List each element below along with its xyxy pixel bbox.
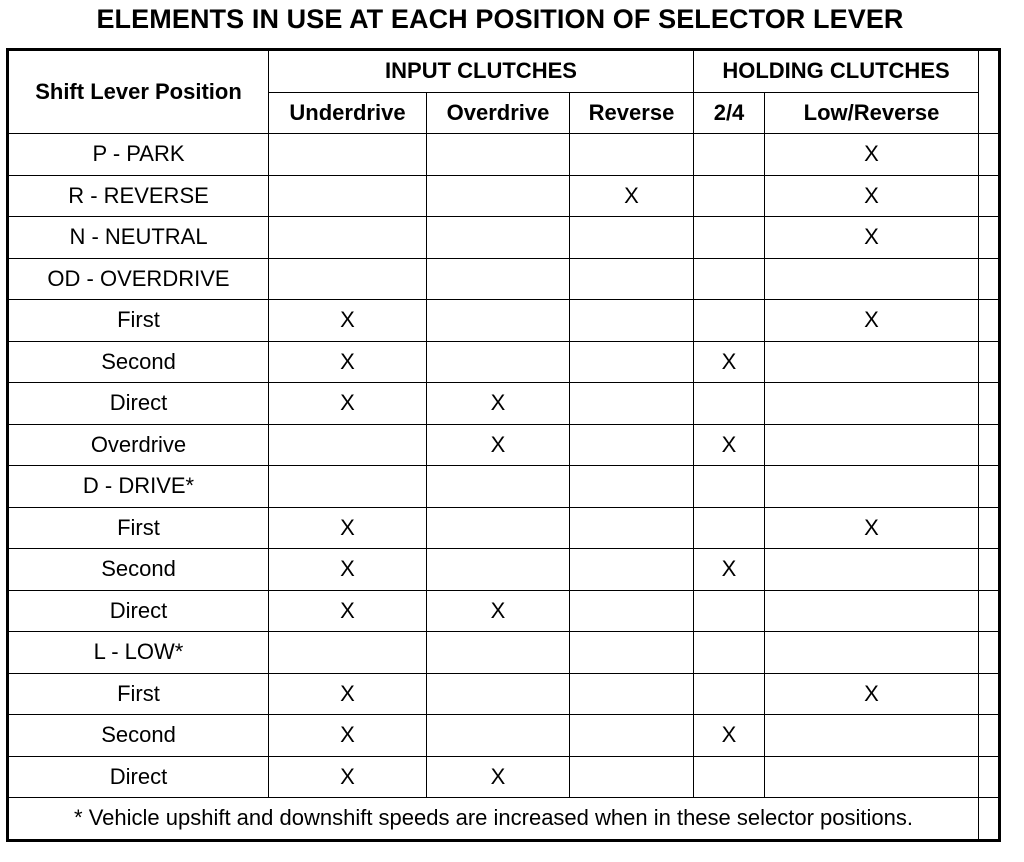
cell-reverse	[570, 549, 694, 591]
footnote-margin-cell	[979, 798, 1000, 841]
cell-low-reverse	[765, 424, 979, 466]
cell-2-4	[694, 300, 765, 342]
cell-underdrive	[269, 258, 427, 300]
cell-overdrive	[427, 300, 570, 342]
cell-2-4	[694, 756, 765, 798]
cell-low-reverse	[765, 341, 979, 383]
shift-lever-position-cell: First	[8, 507, 269, 549]
cell-reverse	[570, 632, 694, 674]
cell-low-reverse	[765, 756, 979, 798]
footnote-row	[8, 798, 1000, 841]
column-header-overdrive: Overdrive	[427, 92, 570, 134]
cell-low-reverse	[765, 632, 979, 674]
margin-cell	[979, 756, 1000, 798]
margin-cell	[979, 424, 1000, 466]
cell-2-4	[694, 466, 765, 508]
margin-cell	[979, 466, 1000, 508]
cell-underdrive: X	[269, 549, 427, 591]
cell-low-reverse	[765, 383, 979, 425]
cell-low-reverse: X	[765, 507, 979, 549]
margin-cell	[979, 383, 1000, 425]
cell-low-reverse	[765, 258, 979, 300]
cell-overdrive	[427, 715, 570, 757]
shift-lever-position-cell: P - PARK	[8, 134, 269, 176]
cell-overdrive: X	[427, 590, 570, 632]
table-row	[8, 466, 1000, 508]
shift-lever-position-cell: L - LOW*	[8, 632, 269, 674]
shift-lever-position-cell: Second	[8, 549, 269, 591]
cell-2-4	[694, 632, 765, 674]
margin-cell	[979, 341, 1000, 383]
shift-lever-position-cell: First	[8, 300, 269, 342]
shift-lever-position-cell: R - REVERSE	[8, 175, 269, 217]
cell-2-4	[694, 175, 765, 217]
table-row	[8, 424, 1000, 466]
cell-2-4: X	[694, 424, 765, 466]
cell-overdrive	[427, 175, 570, 217]
cell-reverse	[570, 507, 694, 549]
input-clutches-header: INPUT CLUTCHES	[269, 50, 694, 93]
cell-2-4	[694, 673, 765, 715]
margin-cell	[979, 507, 1000, 549]
margin-cell	[979, 258, 1000, 300]
cell-overdrive	[427, 673, 570, 715]
cell-reverse	[570, 673, 694, 715]
column-header-reverse: Reverse	[570, 92, 694, 134]
cell-2-4	[694, 383, 765, 425]
table-row	[8, 632, 1000, 674]
cell-underdrive: X	[269, 590, 427, 632]
shift-lever-position-cell: Direct	[8, 756, 269, 798]
table-row	[8, 383, 1000, 425]
table-row	[8, 590, 1000, 632]
cell-underdrive: X	[269, 383, 427, 425]
shift-lever-position-cell: Direct	[8, 383, 269, 425]
cell-reverse	[570, 341, 694, 383]
shift-lever-position-cell: D - DRIVE*	[8, 466, 269, 508]
cell-2-4	[694, 258, 765, 300]
cell-2-4: X	[694, 341, 765, 383]
cell-overdrive	[427, 549, 570, 591]
cell-underdrive	[269, 134, 427, 176]
cell-2-4: X	[694, 715, 765, 757]
cell-2-4	[694, 217, 765, 259]
blank-margin-column	[979, 50, 1000, 134]
cell-underdrive: X	[269, 673, 427, 715]
margin-cell	[979, 673, 1000, 715]
table-row	[8, 217, 1000, 259]
cell-overdrive	[427, 134, 570, 176]
shift-lever-position-cell: Second	[8, 715, 269, 757]
margin-cell	[979, 590, 1000, 632]
cell-low-reverse: X	[765, 300, 979, 342]
table-row	[8, 507, 1000, 549]
column-header-2-4: 2/4	[694, 92, 765, 134]
margin-cell	[979, 175, 1000, 217]
column-header-underdrive: Underdrive	[269, 92, 427, 134]
cell-underdrive	[269, 466, 427, 508]
cell-reverse	[570, 217, 694, 259]
table-row	[8, 756, 1000, 798]
group-header-row	[8, 50, 1000, 93]
cell-underdrive: X	[269, 341, 427, 383]
shift-lever-position-cell: Second	[8, 341, 269, 383]
shift-lever-position-header: Shift Lever Position	[8, 50, 269, 134]
cell-underdrive: X	[269, 715, 427, 757]
cell-reverse	[570, 134, 694, 176]
cell-overdrive: X	[427, 424, 570, 466]
table-row	[8, 673, 1000, 715]
cell-low-reverse	[765, 466, 979, 508]
cell-reverse	[570, 590, 694, 632]
table-row	[8, 715, 1000, 757]
cell-low-reverse: X	[765, 175, 979, 217]
table-row	[8, 175, 1000, 217]
cell-underdrive	[269, 632, 427, 674]
shift-lever-position-cell: OD - OVERDRIVE	[8, 258, 269, 300]
cell-2-4	[694, 590, 765, 632]
cell-low-reverse: X	[765, 134, 979, 176]
column-header-low-reverse: Low/Reverse	[765, 92, 979, 134]
cell-reverse: X	[570, 175, 694, 217]
cell-reverse	[570, 424, 694, 466]
footnote: * Vehicle upshift and downshift speeds are increased when in these selector positions.	[8, 798, 979, 841]
cell-2-4	[694, 134, 765, 176]
cell-underdrive: X	[269, 756, 427, 798]
table-body	[8, 134, 1000, 798]
table-row	[8, 341, 1000, 383]
cell-low-reverse: X	[765, 217, 979, 259]
margin-cell	[979, 134, 1000, 176]
holding-clutches-header: HOLDING CLUTCHES	[694, 50, 979, 93]
cell-overdrive	[427, 466, 570, 508]
shift-lever-position-cell: N - NEUTRAL	[8, 217, 269, 259]
cell-underdrive: X	[269, 300, 427, 342]
cell-reverse	[570, 715, 694, 757]
margin-cell	[979, 715, 1000, 757]
cell-overdrive	[427, 632, 570, 674]
cell-low-reverse	[765, 590, 979, 632]
table-row	[8, 258, 1000, 300]
cell-underdrive	[269, 175, 427, 217]
cell-overdrive: X	[427, 383, 570, 425]
cell-2-4	[694, 507, 765, 549]
page-title: ELEMENTS IN USE AT EACH POSITION OF SELECTOR LEVER	[96, 4, 904, 34]
cell-overdrive	[427, 258, 570, 300]
cell-underdrive	[269, 424, 427, 466]
cell-underdrive: X	[269, 507, 427, 549]
cell-overdrive	[427, 341, 570, 383]
table-row	[8, 134, 1000, 176]
cell-reverse	[570, 300, 694, 342]
cell-underdrive	[269, 217, 427, 259]
margin-cell	[979, 217, 1000, 259]
shift-lever-position-cell: First	[8, 673, 269, 715]
cell-reverse	[570, 756, 694, 798]
cell-reverse	[570, 466, 694, 508]
cell-low-reverse	[765, 549, 979, 591]
table-row	[8, 549, 1000, 591]
margin-cell	[979, 300, 1000, 342]
cell-overdrive	[427, 507, 570, 549]
cell-overdrive: X	[427, 756, 570, 798]
cell-reverse	[570, 383, 694, 425]
shift-lever-position-cell: Overdrive	[8, 424, 269, 466]
shift-lever-position-cell: Direct	[8, 590, 269, 632]
cell-2-4: X	[694, 549, 765, 591]
table-row	[8, 300, 1000, 342]
cell-overdrive	[427, 217, 570, 259]
margin-cell	[979, 632, 1000, 674]
cell-low-reverse: X	[765, 673, 979, 715]
margin-cell	[979, 549, 1000, 591]
cell-low-reverse	[765, 715, 979, 757]
cell-reverse	[570, 258, 694, 300]
selector-lever-elements-table	[6, 48, 1001, 842]
